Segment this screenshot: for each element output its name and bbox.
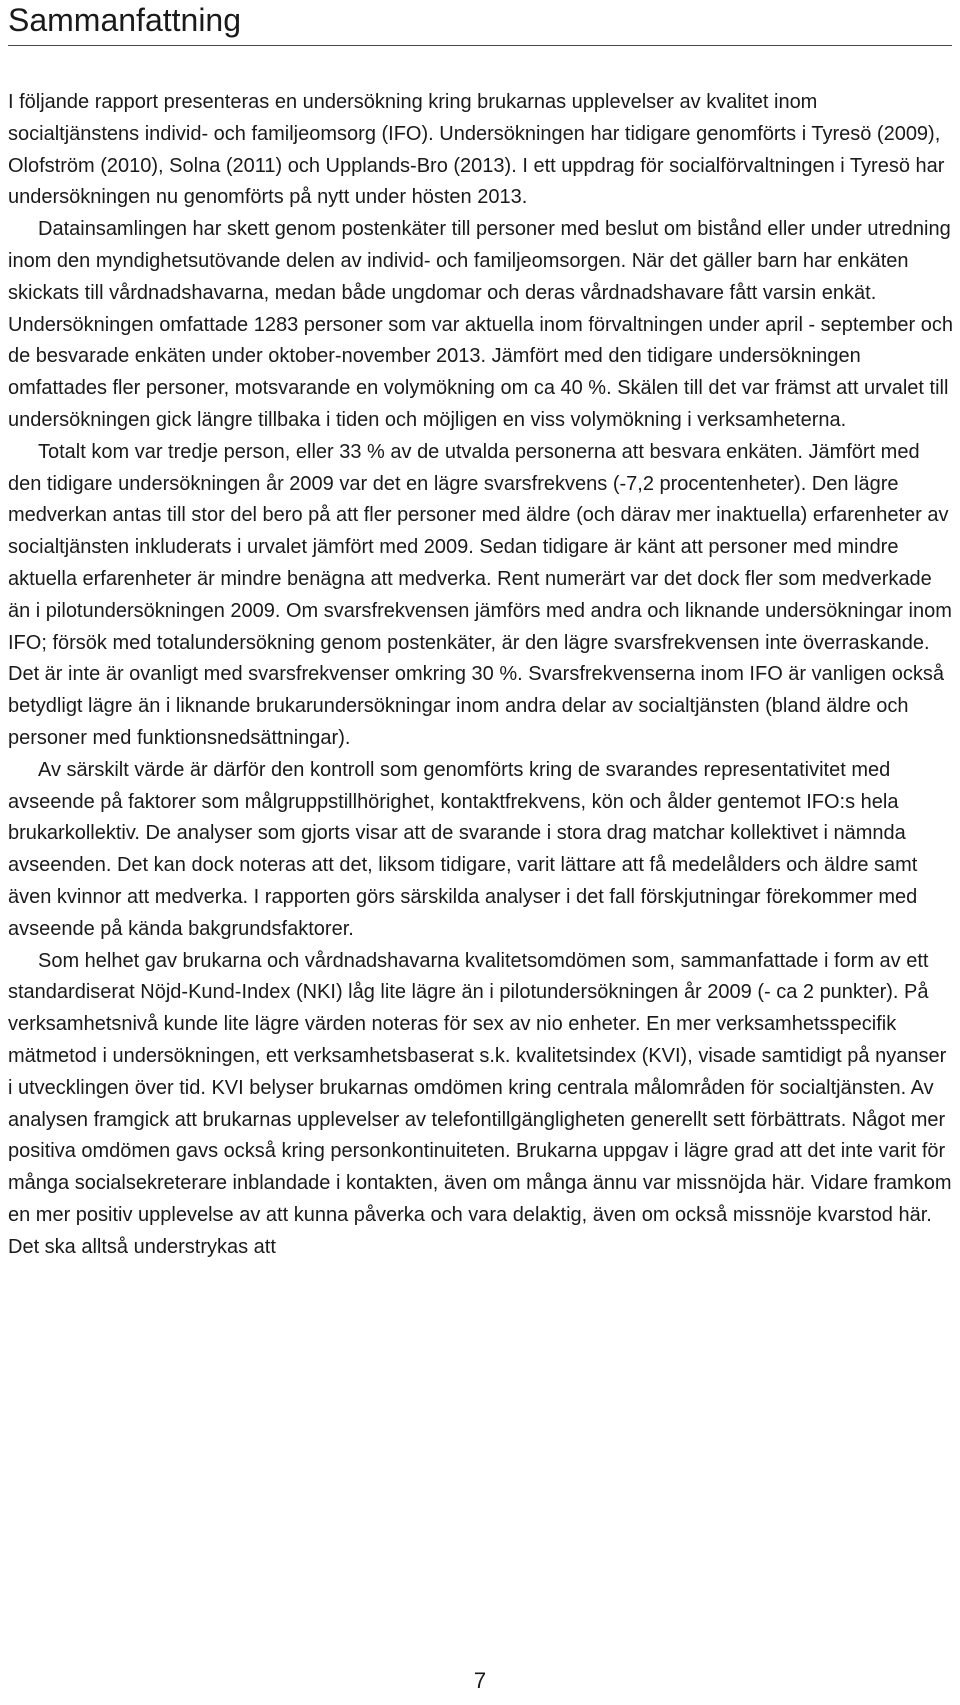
document-body: [8, 87, 954, 1263]
paragraph-intro: I följande rapport presenteras en undersökning kring brukarnas upplevelser av kvalitet inom socialtjänstens individ- och familjeomsorg (IFO). Undersökningen har tidigare genomförts i Tyresö (2009), Olofström (2010), Solna (2011) och Upplands-Bro (2013). I ett uppdrag för socialförvaltningen i Tyresö har undersökningen nu genomförts på nytt under hösten 2013.: [8, 91, 945, 209]
paragraph-response-rate: Totalt kom var tredje person, eller 33 % av de utvalda personerna att besvara enkäten. Jämfört med den tidigare undersökningen år 2009 var det en lägre svarsfrekvens (-7,2 procentenheter). Den lägre medverkan antas till stor del bero på att fler personer med äldre (och därav mer inaktuella) erfarenheter av socialtjänsten inkluderats i urvalet jämfört med 2009. Sedan tidigare är känt att personer med mindre aktuella erfarenheter är mindre benägna att medverka. Rent numerärt var det dock fler som medverkade än i pilotundersökningen 2009. Om svarsfrekvensen jämförs med andra och liknande undersökningar inom IFO; försök med totalundersökning genom postenkäter, är den lägre svarsfrekvensen inte överraskande. Det är inte är ovanligt med svarsfrekvenser omkring 30 %. Svarsfrekvenserna inom IFO är vanligen också betydligt lägre än i liknande brukarundersökningar inom andra delar av socialtjänsten (bland äldre och personer med funktionsnedsättningar).: [8, 440, 952, 749]
paragraph-quality-ratings: Som helhet gav brukarna och vårdnadshavarna kvalitetsomdömen som, sammanfattade i form av ett standardiserat Nöjd-Kund-Index (NKI) låg lite lägre än i pilotundersökningen år 2009 (- ca 2 punkter). På verksamhetsnivå kunde lite lägre värden noteras för sex av nio enheter. En mer verksamhetsspecifik mätmetod i undersökningen, ett verksamhetsbaserat s.k. kvalitetsindex (KVI), visade samtidigt på nyanser i utvecklingen över tid. KVI belyser brukarnas omdömen kring centrala målområden för socialtjänsten. Av analysen framgick att brukarnas upplevelser av telefontillgängligheten generellt sett förbättrats. Något mer positiva omdömen gavs också kring personkontinuiteten. Brukarna uppgav i lägre grad att det inte varit för många socialsekreterare inblandade i kontakten, även om många ännu var missnöjda här. Vidare framkom en mer positiv upplevelse av att kunna påverka och vara delaktig, även om också missnöje kvarstod här. Det ska alltså understrykas att: [8, 949, 952, 1258]
paragraph-data-collection: Datainsamlingen har skett genom postenkäter till personer med beslut om bistånd eller under utredning inom den myndighetsutövande delen av individ- och familjeomsorgen. När det gäller barn har enkäten skickats till vårdnadshavarna, medan både ungdomar och deras vårdnadshavare fått varsin enkät. Undersökningen omfattade 1283 personer som var aktuella inom förvaltningen under april - september och de besvarade enkäten under oktober-november 2013. Jämfört med den tidigare undersökningen omfattades fler personer, motsvarande en volymökning om ca 40 %. Skälen till det var främst att urvalet till undersökningen gick längre tillbaka i tiden och möjligen en viss volymökning i verksamheterna.: [8, 218, 953, 431]
page-heading-block: [8, 0, 952, 46]
page-title: Sammanfattning: [8, 2, 242, 38]
page-number: 7: [473, 1668, 487, 1693]
paragraph-representativeness: Av särskilt värde är därför den kontroll som genomförts kring de svarandes representativitet med avseende på faktorer som målgruppstillhörighet, kontaktfrekvens, kön och ålder gentemot IFO:s hela brukarkollektiv. De analyser som gjorts visar att de svarande i stora drag matchar kollektivet i nämnda avseenden. Det kan dock noteras att det, liksom tidigare, varit lättare att få medelålders och äldre samt även kvinnor att medverka. I rapporten görs särskilda analyser i det fall förskjutningar förekommer med avseende på kända bakgrundsfaktorer.: [8, 758, 918, 940]
